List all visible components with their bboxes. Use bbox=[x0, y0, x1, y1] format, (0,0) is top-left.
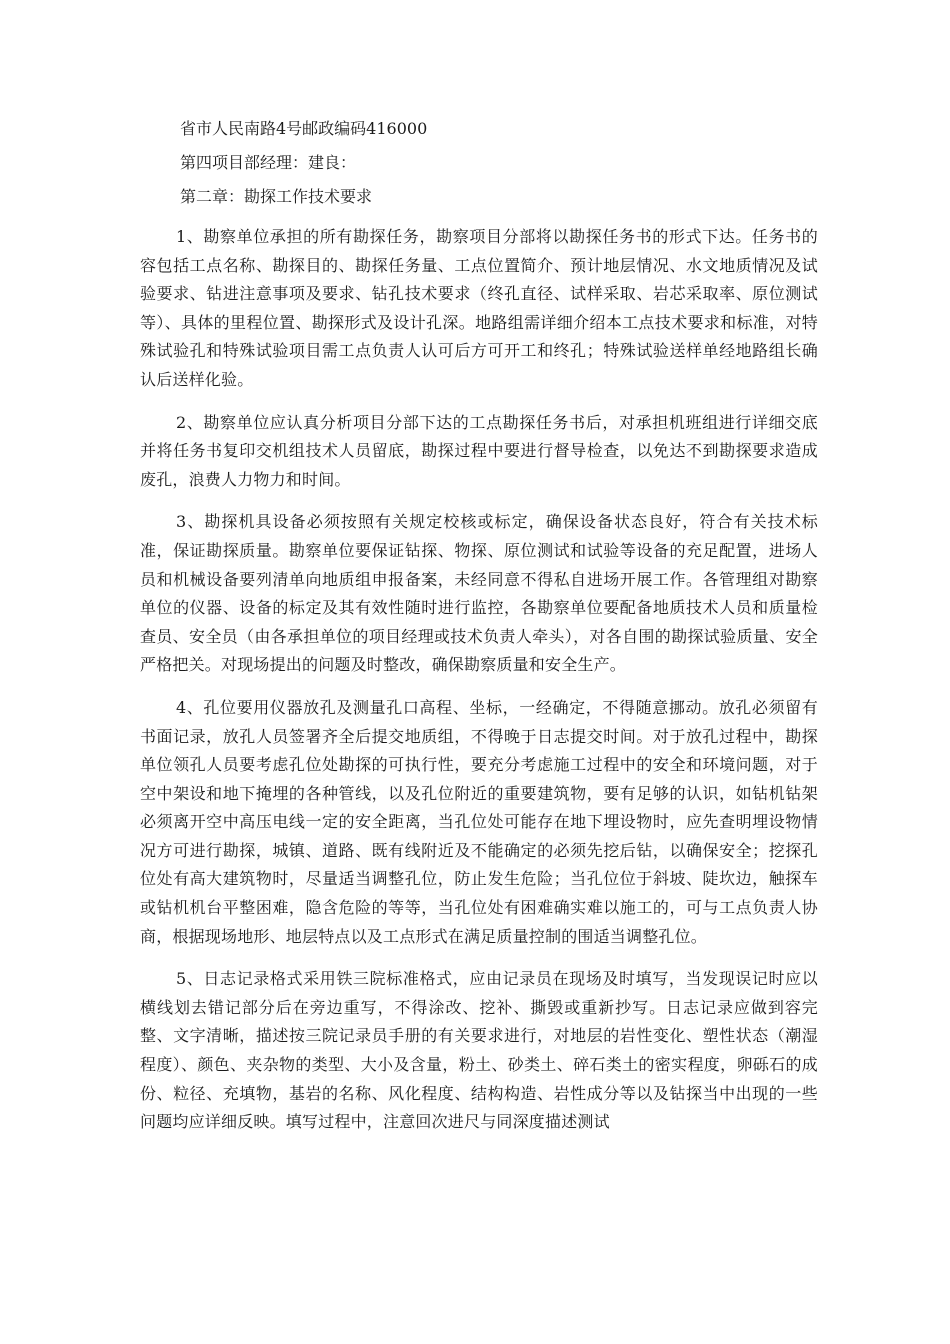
document-page bbox=[140, 112, 818, 1137]
paragraph-5: 5、日志记录格式采用铁三院标准格式，应由记录员在现场及时填写，当发现误记时应以横线划去错记部分后在旁边重写，不得涂改、挖补、撕毁或重新抄写。日志记录应做到容完整、文字清晰，描述按三院记录员手册的有关要求进行，对地层的岩性变化、塑性状态（潮湿程度）、颜色、夹杂物的类型、大小及含量，粉土、砂类土、碎石类土的密实程度，卵砾石的成份、粒径、充填物，基岩的名称、风化程度、结构构造、岩性成分等以及钻探当中出现的一些问题均应详细反映。填写过程中，注意回次进尺与同深度描述测试 bbox=[140, 969, 818, 1132]
paragraph-1: 1、勘察单位承担的所有勘探任务，勘察项目分部将以勘探任务书的形式下达。任务书的容包括工点名称、勘探目的、勘探任务量、工点位置简介、预计地层情况、水文地质情况及试验要求、钻进注意事项及要求、钻孔技术要求（终孔直径、试样采取、岩芯采取率、原位测试等）、具体的里程位置、勘探形式及设计孔深。地路组需详细介绍本工点技术要求和标准，对特殊试验孔和特殊试验项目需工点负责人认可后方可开工和终孔；特殊试验送样单经地路组长确认后送样化验。 bbox=[140, 227, 818, 389]
paragraph-4: 4、孔位要用仪器放孔及测量孔口高程、坐标，一经确定，不得随意挪动。放孔必须留有书面记录，放孔人员签署齐全后提交地质组，不得晚于日志提交时间。对于放孔过程中，勘探单位领孔人员要考虑孔位处勘探的可执行性，要充分考虑施工过程中的安全和环境问题，对于空中架设和地下掩埋的各种管线，以及孔位附近的重要建筑物，要有足够的认识，如钻机钻架必须离开空中高压电线一定的安全距离，当孔位处可能存在地下埋设物时，应先查明埋设物情况方可进行勘探，城镇、道路、既有线附近及不能确定的必须先挖后钻，以确保安全；挖探孔位处有高大建筑物时，尽量适当调整孔位，防止发生危险；当孔位位于斜坡、陡坎边，触探车或钻机机台平整困难，隐含危险的等等，当孔位处有困难确实难以施工的，可与工点负责人协商，根据现场地形、地层特点以及工点形式在满足质量控制的围适当调整孔位。 bbox=[140, 697, 818, 946]
paragraph-2: 2、勘察单位应认真分析项目分部下达的工点勘探任务书后，对承担机班组进行详细交底并将任务书复印交机组技术人员留底，勘探过程中要进行督导检查，以免达不到勘探要求造成废孔，浪费人力物力和时间。 bbox=[140, 412, 818, 489]
chapter-heading: 第二章：勘探工作技术要求 bbox=[180, 187, 373, 206]
paragraph-3: 3、勘探机具设备必须按照有关规定校核或标定，确保设备状态良好，符合有关技术标准，保证勘探质量。勘察单位要保证钻探、物探、原位测试和试验等设备的充足配置，进场人员和机械设备要列清单向地质组申报备案，未经同意不得私自进场开展工作。各管理组对勘察单位的仪器、设备的标定及其有效性随时进行监控，各勘察单位要配备地质技术人员和质量检查员、安全员（由各承担单位的项目经理或技术负责人牵头），对各自围的勘探试验质量、安全严格把关。对现场提出的问题及时整改，确保勘察质量和安全生产。 bbox=[140, 512, 818, 675]
address-line: 省市人民南路4号邮政编码416000 bbox=[180, 119, 428, 138]
manager-line: 第四项目部经理：建良： bbox=[180, 153, 357, 172]
